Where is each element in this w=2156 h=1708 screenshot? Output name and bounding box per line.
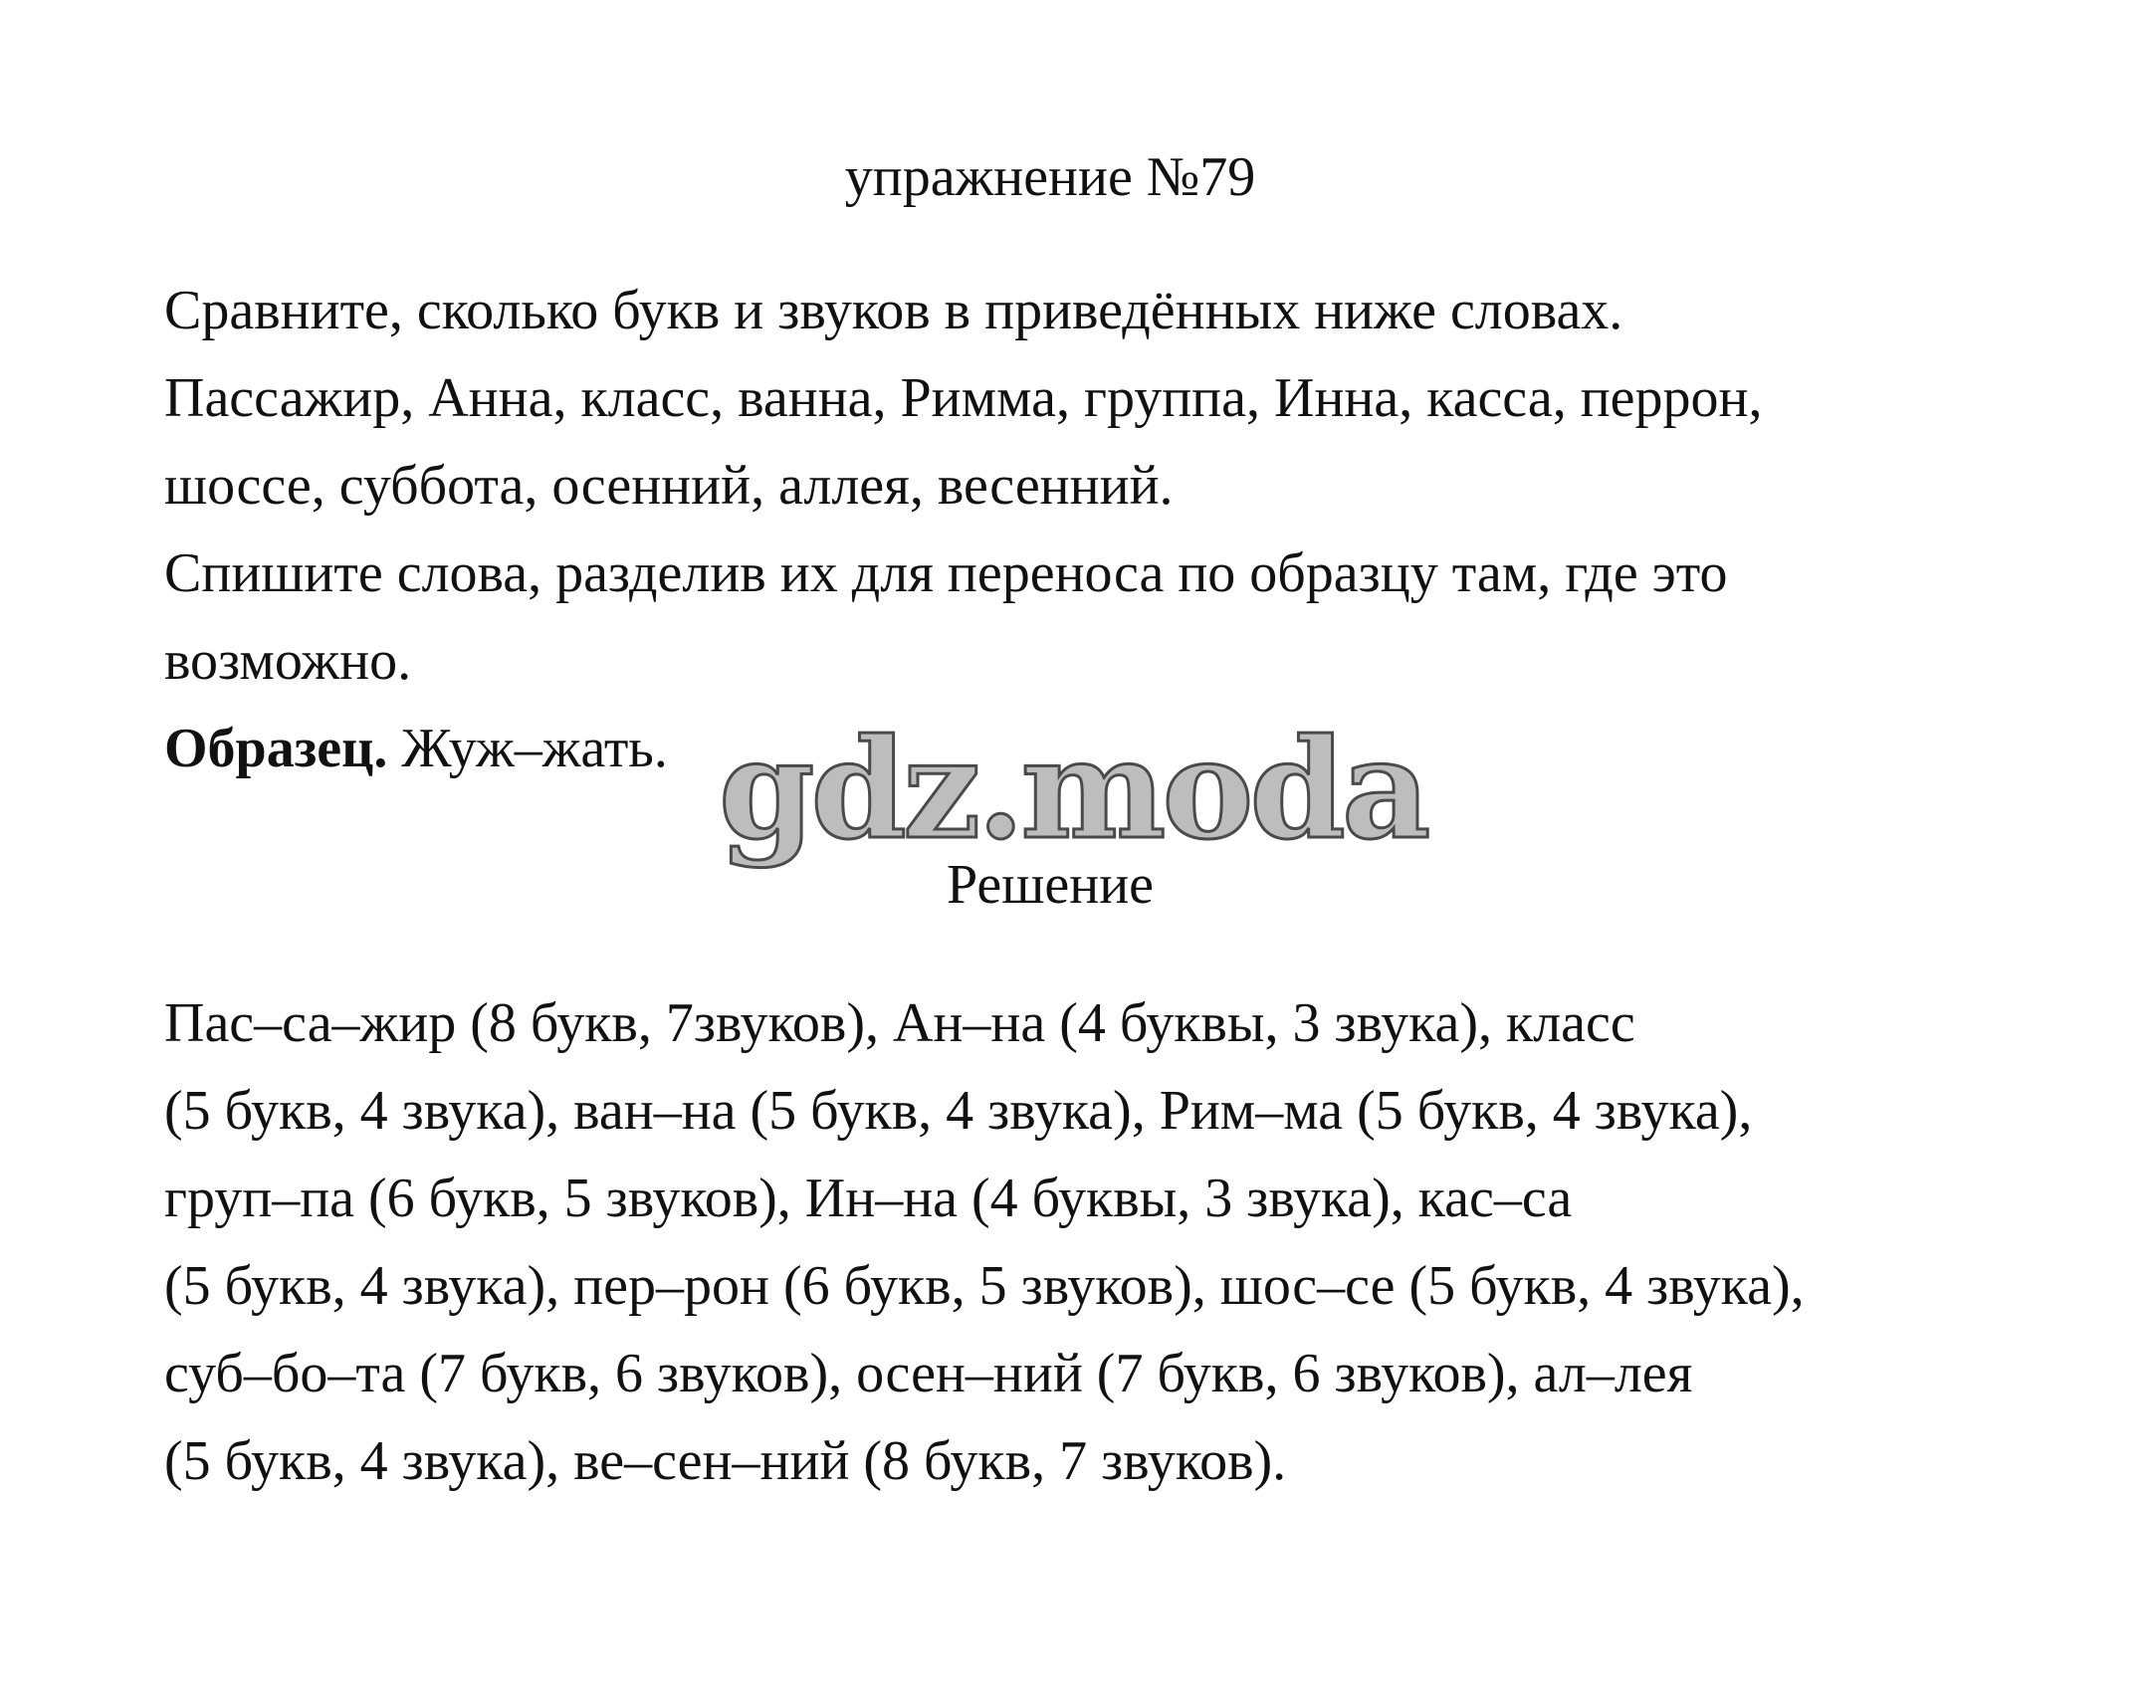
- solution-line: Пас–са–жир (8 букв, 7звуков), Ан–на (4 буквы, 3 звука), класс: [164, 992, 1635, 1054]
- solution-line: (5 букв, 4 звука), пер–рон (6 букв, 5 звуков), шос–се (5 букв, 4 звука),: [164, 1255, 1805, 1317]
- solution-line: (5 букв, 4 звука), ве–сен–ний (8 букв, 7 звуков).: [164, 1430, 1287, 1492]
- solution-text: [164, 979, 2036, 1505]
- solution-heading: Решение: [946, 854, 1155, 916]
- task-line: шоссе, суббота, осенний, аллея, весенний.: [164, 455, 1174, 517]
- sample-label: Образец.: [164, 718, 388, 779]
- exercise-title: упражнение №79: [844, 146, 1256, 208]
- sample-text: Жуж–жать.: [387, 718, 668, 779]
- task-line: Пассажир, Анна, класс, ванна, Римма, группа, Инна, касса, перрон,: [164, 367, 1763, 429]
- task-line: возможно.: [164, 630, 412, 692]
- task-line: Сравните, сколько букв и звуков в приведённых ниже словах.: [164, 280, 1623, 341]
- task-line: Спишите слова, разделив их для переноса по образцу там, где это: [164, 542, 1728, 604]
- solution-line: груп–па (6 букв, 5 звуков), Ин–на (4 буквы, 3 звука), кас–са: [164, 1168, 1573, 1229]
- solution-line: суб–бо–та (7 букв, 6 звуков), осен–ний (7 букв, 6 звуков), ал–лея: [164, 1343, 1693, 1404]
- watermark-logo: gdz.moda: [719, 708, 1427, 870]
- solution-line: (5 букв, 4 звука), ван–на (5 букв, 4 звука), Рим–ма (5 букв, 4 звука),: [164, 1080, 1753, 1142]
